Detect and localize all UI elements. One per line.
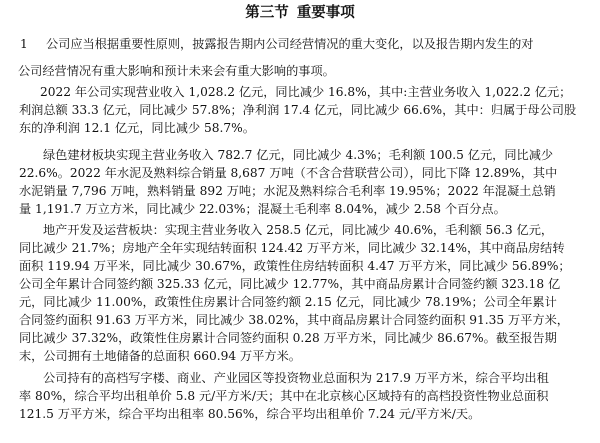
- text-line: 元，同比减少 11.00%，政策性住房累计合同签约额 2.15 亿元，同比减少 78.19%；公司全年累计: [19, 295, 557, 309]
- text-line: 地产开发及运营板块：实现主营业务收入 258.5 亿元，同比减少 40.6%，毛利额 56.3 亿元，: [43, 223, 554, 237]
- text-line: 面积 119.94 万平米，同比减少 30.67%，政策性住房结转面积 4.47 万平方米，同比减少 56.89%；: [19, 259, 571, 273]
- text-line: 同比减少 37.32%，政策性住房累计合同签约面积 0.28 万平方米，同比减少 86.67%。截至报告期: [19, 331, 557, 345]
- text-line: 合同签约面积 91.63 万平方米，同比减少 38.02%，其中商品房累计合同签约面积 91.35 万平方米，: [19, 313, 569, 327]
- text-line: 绿色建材板块实现主营业务收入 782.7 亿元，同比减少 4.3%；毛利额 100.5 亿元，同比减少: [43, 148, 554, 162]
- text-line: 水泥销量 7,796 万吨，熟料销量 892 万吨；水泥及熟料综合毛利率 19.95%；2022 年混凝土总销: [19, 184, 556, 198]
- text-line: 公司持有的高档写字楼、商业、产业园区等投资物业总面积为 217.9 万平方米，综合平均出租: [43, 371, 549, 385]
- section-number: 第三节: [245, 5, 289, 21]
- text-line: 公司经营情况有重大影响和预计未来会有重大影响的事项。: [18, 64, 335, 78]
- text-line: 利润总额 33.3 亿元，同比减少 57.8%；净利润 17.4 亿元，同比减少 66.6%，其中：归属于母公司股: [19, 103, 577, 117]
- section-title: [0, 4, 600, 22]
- text-line: 量 1,191.7 万立方米，同比减少 22.03%；混凝土毛利率 8.04%，减少 2.58 个百分点。: [19, 202, 506, 216]
- text-line: 公司应当根据重要性原则，披露报告期内公司经营情况的重大变化，以及报告期内发生的对: [46, 37, 534, 51]
- item-number: 1: [20, 37, 28, 51]
- text-line: 2022 年公司实现营业收入 1,028.2 亿元，同比减少 16.8%，其中:主营业务收入 1,022.2 亿元；: [40, 85, 572, 99]
- section-heading: 重要事项: [296, 5, 355, 21]
- text-line: 末，公司拥有土地储备的总面积 660.94 万平方米。: [19, 349, 301, 363]
- text-line: 率 80%，综合平均出租单价 5.8 元/平方米/天；其中在北京核心区域持有的高档投资性物业总面积: [19, 389, 549, 403]
- text-line: 121.5 万平方米，综合平均出租率 80.56%，综合平均出租单价 7.24 元/平方米/天。: [19, 407, 481, 421]
- text-line: 同比减少 21.7%；房地产全年实现结转面积 124.42 万平方米，同比减少 32.14%，其中商品房结转: [19, 241, 565, 255]
- text-line: 22.6%。2022 年水泥及熟料综合销量 8,687 万吨（不含合营联营公司），同比下降 12.89%，其中: [19, 166, 558, 180]
- text-line: 公司全年累计合同签约额 325.33 亿元，同比减少 12.77%，其中商品房累计合同签约额 323.18 亿: [19, 277, 561, 291]
- text-line: 东的净利润 12.1 亿元，同比减少 58.7%。: [19, 121, 255, 135]
